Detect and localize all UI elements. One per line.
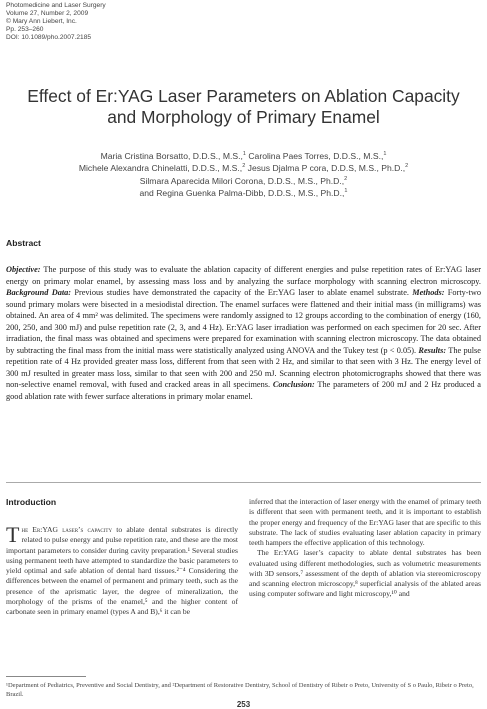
author-line-4: and Regina Guenka Palma-Dibb, D.D.S., M.S., Ph.D.,$^1$ xyxy=(139,187,348,198)
methods-label: Methods: xyxy=(408,288,445,297)
intro-paragraph-3: The Er:YAG laser’s capacity to ablate dental substrates has been evaluated using different methodologies, such as volumetric measurements with 3D sensors,⁷ assessment of the depth of ablation via stereomicroscopy and scanning electron microscopy,⁸ superficial analysis of the ablated areas using computer software and light microscopy,¹⁰ and xyxy=(249,548,481,599)
abstract-body xyxy=(6,264,481,402)
paper-title xyxy=(0,86,487,128)
methods-text: Forty-two sound primary molars were bisected in a mesiodistal direction. The enamel surfaces were flattened and their initial mass (in milligrams) was obtained. An area of 4 mm² was delimited. The specimens were randomly assigned to 12 groups according to the combination of energy (160, 200, 250, and 300 mJ) and pulse repetition rate (2, 3, and 4 Hz). Er:YAG laser irradiation was performed on each specimen for 20 sec. After irradiation, the final mass was obtained and specimens were prepared for examination with scanning electron microscopy. The data obtained by subtracting the final mass from the initial mass were statistically analyzed using ANOVA and the Tukey test (p < 0.05). xyxy=(6,288,481,355)
journal-doi: DOI: 10.1089/pho.2007.2185 xyxy=(6,34,92,41)
footnote-rule xyxy=(6,676,86,677)
intro-column-right xyxy=(249,497,481,600)
affiliation-footnote: ¹Department of Pediatrics, Preventive and Social Dentistry, and ²Department of Restorative Dentistry, School of Dentistry of Ribeir o Preto, University of S o Paulo, Ribeir o Preto, Brazil. xyxy=(6,682,474,698)
intro-paragraph-1: to ablate dental substrates is directly related to pulse energy and pulse repetition rate, and these are the most important parameters to consider during cavity preparation.¹ Several studies using permanent teeth have attempted to standardize the basic parameters to yield optimal and safe ablation of dental hard tissues.²⁻⁴ Considering the differences between the enamel of permanent and primary teeth, such as the presence of the aprismatic layer, the degree of mineralization, the morphology of the prisms of the enamel,⁵ and the higher content of carbonate seen in primary enamel (types A and B),⁶ it can be xyxy=(6,525,239,616)
author-line-2: Michele Alexandra Chinelatti, D.D.S., M.S.,$^2$ Jesus Djalma P cora, D.D.S, M.S., Ph.D.,$^2$ xyxy=(78,163,409,174)
journal-pages: Pp. 253–260 xyxy=(6,26,44,33)
journal-header xyxy=(6,2,106,42)
results-text: The pulse repetition rate of 4 Hz provided greater mass loss, different from that seen with 2 Hz, and similar to that seen with 3 Hz. The energy level of 300 mJ resulted in greater mass loss, similar to that seen with 200 and 250 mJ. Scanning electron photomicrographs showed that there was non-selective enamel removal, with fused and cracked areas in all specimens. xyxy=(6,345,481,389)
conclusion-label: Conclusion: xyxy=(270,380,315,389)
journal-volume: Volume 27, Number 2, 2009 xyxy=(6,10,89,17)
drop-cap: T xyxy=(6,522,20,547)
author-list xyxy=(0,150,487,199)
title-line-1: Effect of Er:YAG Laser Parameters on Ablation Capacity xyxy=(27,86,460,106)
page-number: 253 xyxy=(236,700,251,709)
results-label: Results: xyxy=(416,345,447,355)
objective-text: The purpose of this study was to evaluate the ablation capacity of different energies and pulse repetition rates of Er:YAG laser energy on primary molar enamel, by assessing mass loss and by analyzing the surface morphology with scanning electron microscopy. xyxy=(6,265,481,286)
background-text: Previous studies have demonstrated the capacity of the Er:YAG laser to ablate enamel substrate. xyxy=(71,288,409,297)
intro-smallcaps: he Er:YAG laser’s capacity xyxy=(21,525,113,534)
conclusion-text: The parameters of 200 mJ and 2 Hz produced a good ablation rate with fewer surface alterations in primary molar enamel. xyxy=(6,380,481,401)
abstract-heading: Abstract xyxy=(6,238,41,248)
background-label: Background Data: xyxy=(6,288,72,297)
introduction-heading: Introduction xyxy=(6,497,57,507)
journal-name: Photomedicine and Laser Surgery xyxy=(6,2,106,9)
section-divider xyxy=(6,482,481,483)
author-line-3: Silmara Aparecida Milori Corona, D.D.S., M.S., Ph.D.,$^2$ xyxy=(139,175,348,186)
intro-paragraph-2: inferred that the interaction of laser energy with the enamel of primary teeth is different that seen with permanent teeth, and it is important to establish the proper energy and frequency of the Er:YAG laser that are specific to this substrate. The lack of studies evaluating laser ablation capacity in primary teeth hampers the effective application of this technology. xyxy=(249,497,481,547)
title-line-2: and Morphology of Primary Enamel xyxy=(107,107,380,127)
intro-column-left xyxy=(6,522,239,617)
author-line-1: Maria Cristina Borsatto, D.D.S., M.S.,$^1$ Carolina Paes Torres, D.D.S., M.S.,$^1$ xyxy=(100,151,387,161)
journal-copyright: © Mary Ann Liebert, Inc. xyxy=(6,18,77,25)
objective-label: Objective: xyxy=(6,265,41,274)
